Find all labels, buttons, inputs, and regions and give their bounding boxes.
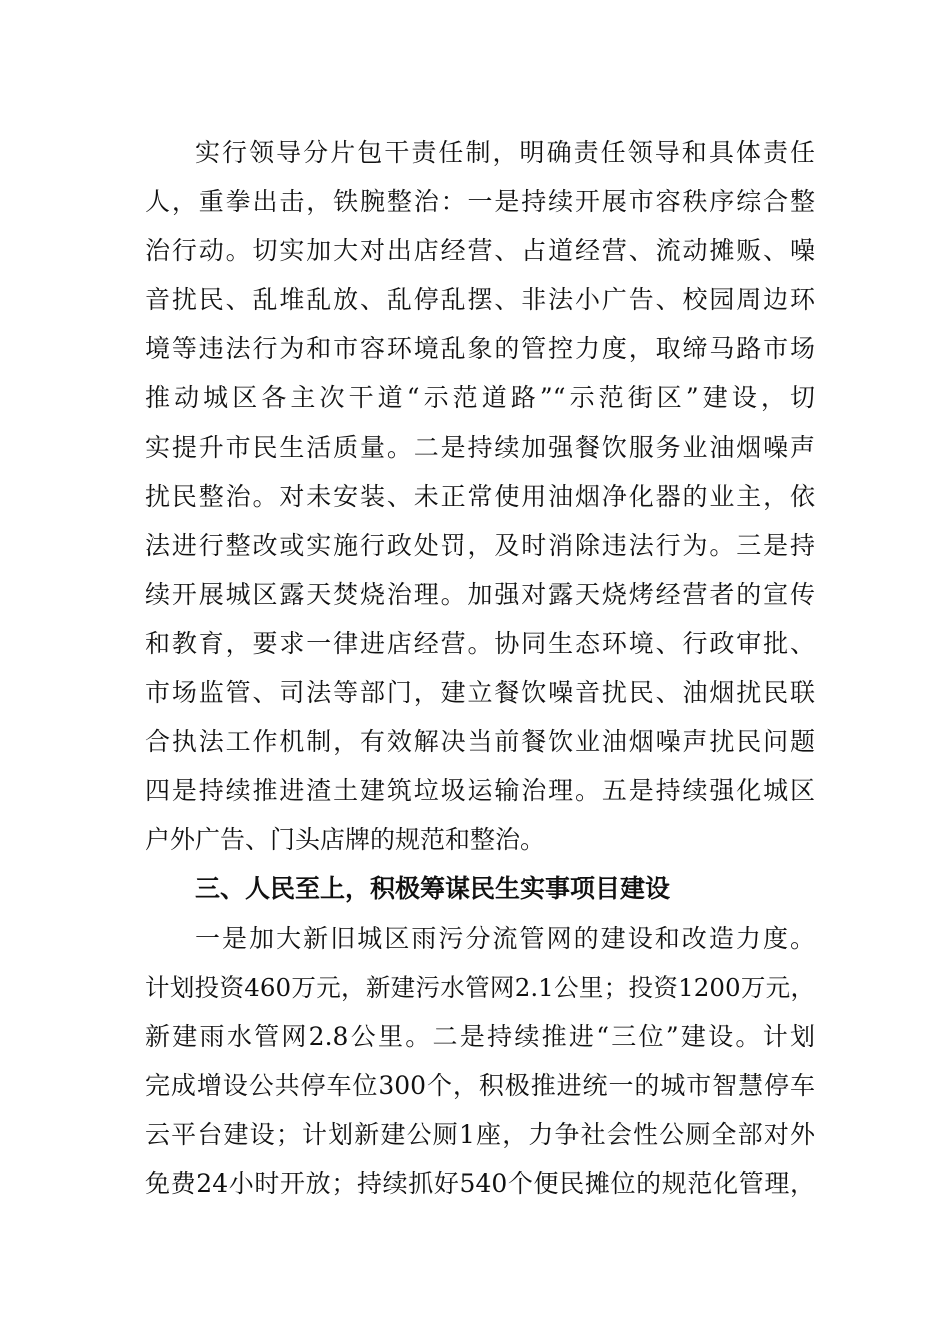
text-line: 实提升市民生活质量。二是持续加强餐饮服务业油烟噪声 <box>145 432 815 462</box>
text-line: 续开展城区露天焚烧治理。加强对露天烧烤经营者的宣传 <box>145 579 815 609</box>
text-line: 实行领导分片包干责任制，明确责任领导和具体责任 <box>195 138 815 167</box>
body-text <box>145 128 815 1208</box>
text-line: 合执法工作机制，有效解决当前餐饮业油烟噪声扰民问题 <box>145 727 815 757</box>
text-line: 法进行整改或实施行政处罚，及时消除违法行为。三是持 <box>145 530 815 560</box>
text-line: 推动城区各主次干道“示范道路”“示范街区”建设，切 <box>145 383 815 413</box>
text-line: 计划投资460万元，新建污水管网2.1公里；投资1200万元， <box>145 972 815 1002</box>
text-line: 扰民整治。对未安装、未正常使用油烟净化器的业主，依 <box>145 481 815 511</box>
section-heading: 三、人民至上，积极筹谋民生实事项目建设 <box>195 874 671 904</box>
text-line: 一是加大新旧城区雨污分流管网的建设和改造力度。 <box>195 923 815 953</box>
text-line: 户外广告、门头店牌的规范和整治。 <box>145 825 546 855</box>
text-line: 治行动。切实加大对出店经营、占道经营、流动摊贩、噪 <box>145 236 815 266</box>
text-line: 和教育，要求一律进店经营。协同生态环境、行政审批、 <box>145 628 815 658</box>
text-line: 云平台建设；计划新建公厕1座，力争社会性公厕全部对外 <box>145 1119 815 1149</box>
text-line: 免费24小时开放；持续抓好540个便民摊位的规范化管理， <box>145 1168 815 1198</box>
text-line: 完成增设公共停车位300个，积极推进统一的城市智慧停车 <box>145 1070 815 1100</box>
text-line: 人，重拳出击，铁腕整治：一是持续开展市容秩序综合整 <box>145 187 815 217</box>
text-line: 境等违法行为和市容环境乱象的管控力度，取缔马路市场 <box>145 334 815 364</box>
text-line: 新建雨水管网2.8公里。二是持续推进“三位”建设。计划 <box>145 1021 815 1051</box>
text-line: 四是持续推进渣土建筑垃圾运输治理。五是持续强化城区 <box>145 776 815 806</box>
text-line: 市场监管、司法等部门，建立餐饮噪音扰民、油烟扰民联 <box>145 678 815 708</box>
text-line: 音扰民、乱堆乱放、乱停乱摆、非法小广告、校园周边环 <box>145 285 815 315</box>
